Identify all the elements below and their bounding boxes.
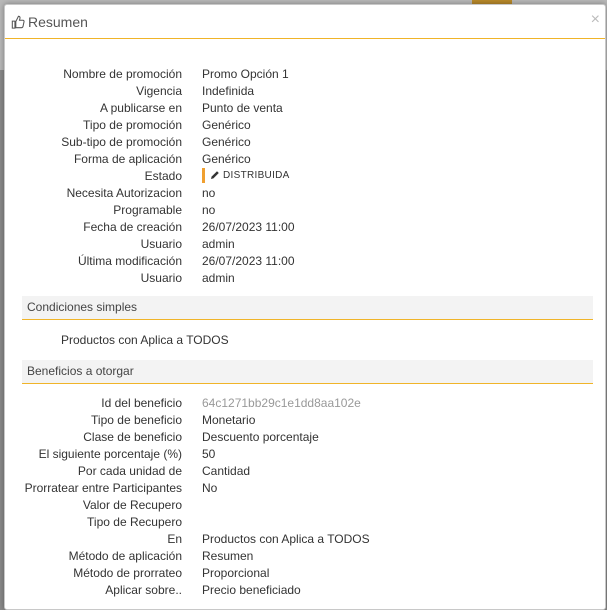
info-value: Genérico [202,134,251,149]
summary-modal [4,4,606,610]
general-info [5,65,605,286]
info-label: Fecha de creación [83,219,182,234]
info-row [5,167,605,184]
info-row [5,184,605,201]
info-value: Genérico [202,117,251,132]
benefits-section-header: Beneficios a otorgar [22,360,593,384]
benefit-label: Aplicar sobre.. [105,582,182,597]
benefit-row [5,479,605,496]
info-value: Indefinida [202,83,255,98]
info-label: Usuario [140,236,182,251]
modal-header [5,5,605,39]
benefit-id-value: 64c1271bb29c1e1dd8aa102e [202,395,361,410]
benefit-row [5,564,605,581]
benefit-value: Proporcional [202,565,270,580]
info-row [5,82,605,99]
benefit-row [5,428,605,445]
info-label: Nombre de promoción [63,66,182,81]
benefit-value: Precio beneficiado [202,582,301,597]
info-value: Promo Opción 1 [202,66,289,81]
benefit-label: En [167,531,182,546]
benefit-row [5,581,605,598]
info-value: no [202,185,216,200]
benefit-value: Resumen [202,548,254,563]
benefit-row [5,394,605,411]
info-value: 26/07/2023 11:00 [202,253,295,268]
benefit-label: Método de prorrateo [73,565,182,580]
info-label: Vigencia [136,83,182,98]
info-label: Necesita Autorizacion [66,185,182,200]
benefit-row [5,496,605,513]
info-value: admin [202,270,235,285]
info-label: Sub-tipo de promoción [61,134,182,149]
benefit-label: Valor de Recupero [82,497,182,512]
info-value: admin [202,236,235,251]
benefit-value: Monetario [202,412,256,427]
benefit-value: 50 [202,446,216,461]
thumbs-up-icon [11,15,25,29]
benefit-value: Cantidad [202,463,251,478]
modal-title: Resumen [28,13,88,30]
info-label: Última modificación [77,253,182,268]
pencil-icon [210,170,220,180]
benefit-label: Tipo de beneficio [91,412,182,427]
info-row [5,99,605,116]
info-label: A publicarse en [99,100,182,115]
info-label: Tipo de promoción [83,117,182,132]
condition-item: Productos con Aplica a TODOS [61,333,229,347]
benefit-label: Método de aplicación [68,548,182,563]
info-value: Punto de venta [202,100,283,115]
benefit-row [5,513,605,530]
close-button[interactable]: × [590,11,600,28]
benefit-row [5,411,605,428]
benefit-label: Clase de beneficio [83,429,182,444]
info-row [5,65,605,82]
benefit-row [5,445,605,462]
status-badge [202,168,290,183]
info-label: Programable [113,202,182,217]
benefit-label: Por cada unidad de [77,463,182,478]
info-label: Forma de aplicación [73,151,182,166]
info-value: no [202,202,216,217]
info-row [5,269,605,286]
status-text: DISTRIBUIDA [223,169,290,181]
conditions-section-header: Condiciones simples [22,296,593,320]
benefit-label: Tipo de Recupero [87,514,182,529]
benefit-label: Id del beneficio [101,395,182,410]
info-value: Genérico [202,151,251,166]
benefit-row [5,530,605,547]
info-row [5,116,605,133]
info-row [5,150,605,167]
info-row [5,235,605,252]
info-row [5,252,605,269]
benefits-info [5,394,605,598]
info-label: Estado [144,168,182,183]
info-value: 26/07/2023 11:00 [202,219,295,234]
info-row [5,218,605,235]
benefit-label: Prorratear entre Participantes [24,480,182,495]
info-label: Usuario [140,270,182,285]
benefit-row [5,462,605,479]
benefit-label: El siguiente porcentaje (%) [38,446,182,461]
benefit-value: Productos con Aplica a TODOS [202,531,370,546]
info-row [5,201,605,218]
benefit-row [5,547,605,564]
info-row [5,133,605,150]
benefit-value: Descuento porcentaje [202,429,319,444]
benefit-value: No [202,480,218,495]
